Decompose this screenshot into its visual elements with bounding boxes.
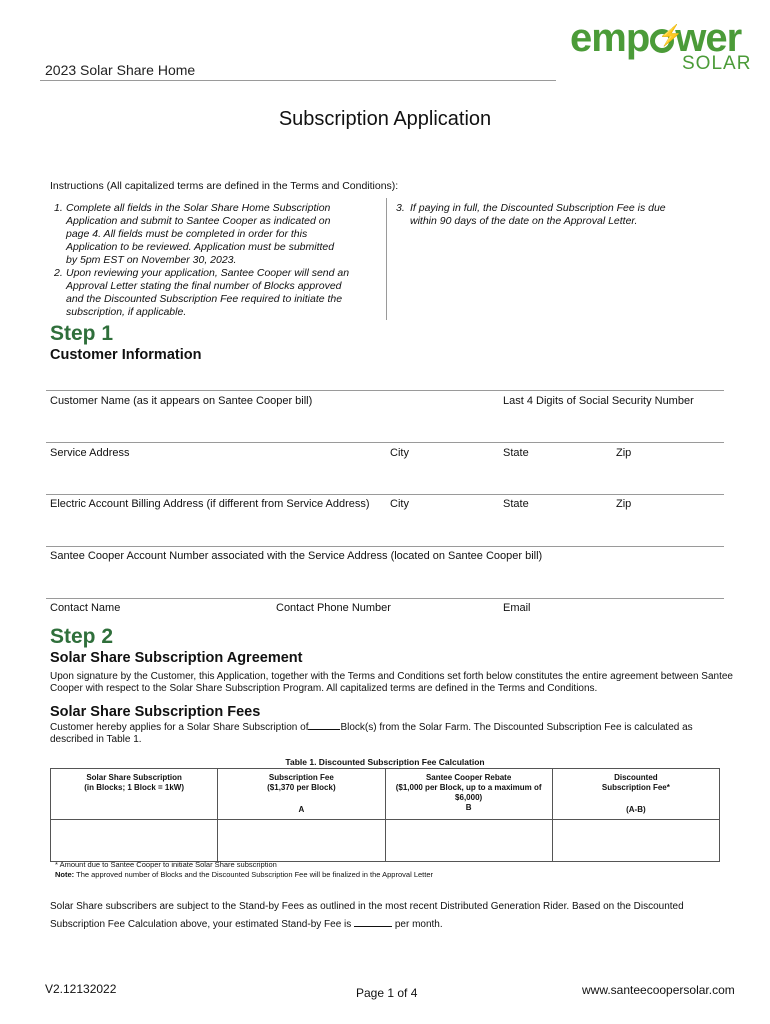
logo-bolt-icon: ⚡ [658, 25, 683, 47]
subscription-fee-cell-input[interactable] [218, 820, 385, 862]
blocks-input[interactable] [308, 720, 340, 730]
agreement-line: Cooper with respect to the Solar Share Subscription Program. All capitalized terms are defined in the Terms and Conditions. [50, 683, 598, 694]
header-text: ($1,370 per Block) [267, 783, 336, 792]
instructions-divider [386, 198, 387, 320]
instruction-item-2 [54, 267, 384, 319]
field-rule [46, 390, 724, 391]
table-input-row [51, 820, 720, 862]
header-text: (in Blocks; 1 Block = 1kW) [84, 783, 185, 792]
logo-wordmark [570, 18, 741, 58]
item-2-line: Upon reviewing your application, Santee Cooper will send an [66, 267, 350, 279]
footnote-note-label: Note: [55, 870, 75, 879]
field-rule [46, 546, 724, 547]
logo-text-emp: emp [570, 16, 650, 60]
fees-text [50, 720, 740, 746]
item-1-line: Complete all fields in the Solar Share Home Subscription [66, 202, 331, 214]
website-link[interactable]: www.santeecoopersolar.com [582, 983, 735, 997]
rebate-cell-input[interactable] [385, 820, 552, 862]
step-2-subtitle: Solar Share Subscription Agreement [50, 650, 303, 666]
standby-line-1: Solar Share subscribers are subject to the Stand-by Fees as outlined in the most recent Distributed Generation Rider. Based on the Discounted [50, 901, 684, 912]
service-zip-field[interactable]: Zip [616, 447, 632, 459]
step-1-subtitle: Customer Information [50, 347, 202, 363]
header-rule [40, 80, 556, 81]
instruction-item-3 [396, 202, 716, 228]
blocks-cell-input[interactable] [51, 820, 218, 862]
version-label: V2.12132022 [45, 982, 117, 996]
agreement-line: Upon signature by the Customer, this Application, together with the Terms and Conditions set forth below constitutes the entire agreement between Santee [50, 671, 733, 682]
footnote-1: * Amount due to Santee Cooper to initiate Solar Share subscription [55, 860, 277, 869]
field-rule [46, 598, 724, 599]
fees-text-line2: described in Table 1. [50, 734, 142, 745]
header-text: A [298, 805, 305, 814]
item-1-line: by 5pm EST on November 30, 2023. [66, 254, 237, 266]
item-1-line: Application to be reviewed. Application must be submitted [66, 241, 335, 253]
header-cell-discounted-fee [552, 769, 719, 820]
header-text: ($1,000 per Block, up to a maximum of [395, 783, 542, 792]
page-number: Page 1 of 4 [356, 986, 418, 1000]
field-rule [46, 442, 724, 443]
footnote-note-text: The approved number of Blocks and the Discounted Subscription Fee will be finalized in the Approval Letter [74, 870, 433, 879]
header-text: Discounted [614, 773, 658, 782]
header-cell-rebate [385, 769, 552, 820]
standby-text [50, 898, 750, 934]
fees-text-a: Customer hereby applies for a Solar Share Subscription of [50, 722, 309, 733]
header-title: 2023 Solar Share Home [45, 62, 196, 78]
step-2-label: Step 2 [50, 625, 114, 648]
item-1-number: 1. [54, 202, 63, 214]
header-text: Subscription Fee* [601, 783, 670, 792]
discounted-fee-cell-input[interactable] [552, 820, 719, 862]
logo-text-wer: wer [675, 16, 742, 60]
header-cell-blocks [51, 769, 218, 820]
customer-name-field[interactable]: Customer Name (as it appears on Santee Cooper bill) [50, 395, 313, 407]
item-2-line: and the Discounted Subscription Fee required to initiate the [66, 293, 343, 305]
header-text: B [465, 803, 472, 812]
contact-name-field[interactable]: Contact Name [50, 602, 121, 614]
billing-zip-field[interactable]: Zip [616, 498, 632, 510]
item-3-line: within 90 days of the date on the Approval Letter. [410, 215, 638, 227]
item-2-number: 2. [54, 267, 63, 279]
contact-phone-field[interactable]: Contact Phone Number [276, 602, 391, 614]
instruction-item-1 [54, 202, 384, 267]
service-city-field[interactable]: City [390, 447, 409, 459]
item-1-line: page 4. All fields must be completed in order for this [66, 228, 308, 240]
email-field[interactable]: Email [503, 602, 531, 614]
ssn-last4-field[interactable]: Last 4 Digits of Social Security Number [503, 395, 694, 407]
standby-line-2a: Subscription Fee Calculation above, your estimated Stand-by Fee is [50, 919, 352, 930]
agreement-text [50, 671, 740, 695]
form-title: Subscription Application [278, 108, 492, 130]
instructions-heading: Instructions (All capitalized terms are defined in the Terms and Conditions): [50, 180, 399, 192]
header-text: Subscription Fee [268, 773, 334, 782]
step-1-label: Step 1 [50, 322, 114, 345]
billing-address-field[interactable]: Electric Account Billing Address (if different from Service Address) [50, 498, 370, 510]
service-state-field[interactable]: State [503, 447, 529, 459]
header-text: $6,000) [455, 793, 483, 802]
account-number-field[interactable]: Santee Cooper Account Number associated with the Service Address (located on Santee Cooper bill) [50, 550, 543, 562]
billing-state-field[interactable]: State [503, 498, 529, 510]
table-caption: Table 1. Discounted Subscription Fee Calculation [285, 757, 485, 767]
header-text: Solar Share Subscription [86, 773, 182, 782]
header-cell-subscription-fee [218, 769, 385, 820]
logo-o [650, 25, 683, 53]
service-address-field[interactable]: Service Address [50, 447, 130, 459]
header-text: Santee Cooper Rebate [425, 773, 512, 782]
field-rule [46, 494, 724, 495]
item-3-line: If paying in full, the Discounted Subscription Fee is due [410, 202, 666, 214]
table-footnotes [55, 860, 433, 880]
fee-calculation-table [50, 768, 720, 862]
standby-line-2b: per month. [394, 919, 443, 930]
billing-city-field[interactable]: City [390, 498, 409, 510]
header-text: (A-B) [626, 805, 646, 814]
item-1-line: Application and submit to Santee Cooper as indicated on [66, 215, 331, 227]
table-header-row [51, 769, 720, 820]
fees-title: Solar Share Subscription Fees [50, 704, 261, 720]
item-2-line: Approval Letter stating the final number of Blocks approved [66, 280, 342, 292]
fees-text-b: Block(s) from the Solar Farm. The Discounted Subscription Fee is calculated as [340, 722, 693, 733]
footnote-2 [55, 870, 433, 880]
logo-solar: SOLAR [682, 53, 752, 74]
item-3-number: 3. [396, 202, 405, 214]
standby-fee-input[interactable] [354, 917, 392, 927]
item-2-line: subscription, if applicable. [66, 306, 187, 318]
empower-solar-logo [570, 18, 755, 74]
